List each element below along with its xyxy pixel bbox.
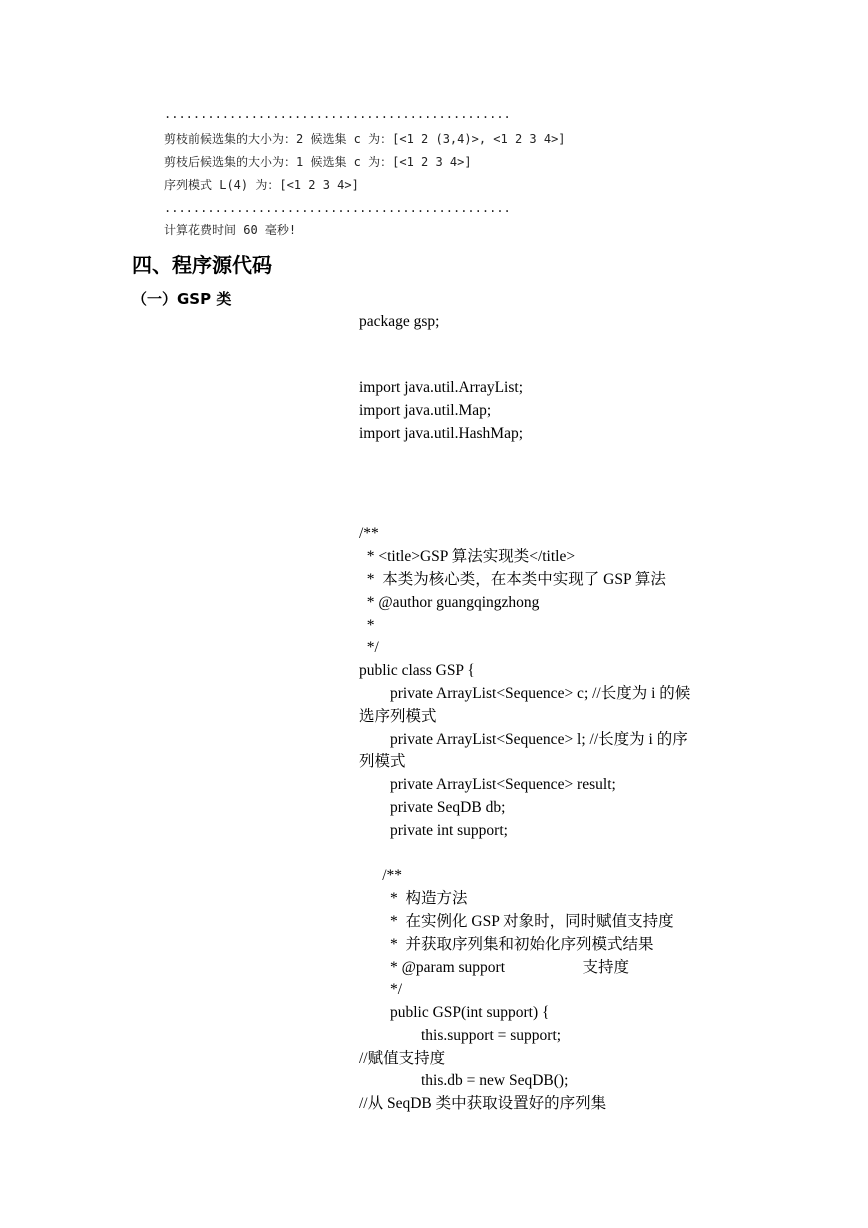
code-line: private int support; [359, 822, 508, 839]
code-line: 选序列模式 [359, 708, 437, 725]
code-line: import java.util.ArrayList; [359, 379, 524, 396]
code-line: package gsp; [359, 313, 440, 330]
code-line: /** [359, 525, 379, 542]
output-line-after-prune: 剪枝后候选集的大小为：1 候选集 c 为：[<1 2 3 4>] [164, 155, 472, 169]
output-line-time: 计算花费时间 60 毫秒! [164, 223, 297, 237]
code-line: * 本类为核心类，在本类中实现了 GSP 算法 [359, 571, 666, 588]
code-line: /** [359, 867, 403, 884]
code-line: * @author guangqingzhong [359, 594, 540, 611]
output-line-before-prune: 剪枝前候选集的大小为：2 候选集 c 为：[<1 2 (3,4)>, <1 2 3 4>] [164, 132, 566, 146]
code-line: //从 SeqDB 类中获取设置好的序列集 [359, 1095, 607, 1112]
code-line: this.support = support; [359, 1027, 562, 1044]
code-line: import java.util.Map; [359, 402, 492, 419]
code-line: private ArrayList<Sequence> result; [359, 776, 616, 793]
code-line: 列模式 [359, 753, 406, 770]
code-line: * 并获取序列集和初始化序列模式结果 [359, 936, 654, 953]
output-line-pattern: 序列模式 L(4) 为：[<1 2 3 4>] [164, 178, 359, 192]
subsection-heading: （一）GSP 类 [132, 290, 232, 308]
code-line: private ArrayList<Sequence> c; //长度为 i 的候 [359, 685, 691, 702]
output-divider: ................................................ [164, 201, 511, 215]
code-line: * [359, 617, 375, 634]
code-line: * @param support 支持度 [359, 959, 630, 976]
section-heading: 四、程序源代码 [132, 253, 272, 277]
code-line: * <title>GSP 算法实现类</title> [359, 548, 576, 565]
code-line: public class GSP { [359, 662, 475, 679]
code-line: private SeqDB db; [359, 799, 506, 816]
code-line: * 构造方法 [359, 890, 468, 907]
code-line: this.db = new SeqDB(); [359, 1072, 569, 1089]
code-line: private ArrayList<Sequence> l; //长度为 i 的序 [359, 731, 688, 748]
output-divider: ................................................ [164, 107, 511, 121]
code-line: import java.util.HashMap; [359, 425, 524, 442]
code-line: */ [359, 981, 403, 998]
code-line: //赋值支持度 [359, 1050, 446, 1067]
code-line: * 在实例化 GSP 对象时，同时赋值支持度 [359, 913, 674, 930]
code-line: */ [359, 639, 379, 656]
code-line: public GSP(int support) { [359, 1004, 550, 1021]
